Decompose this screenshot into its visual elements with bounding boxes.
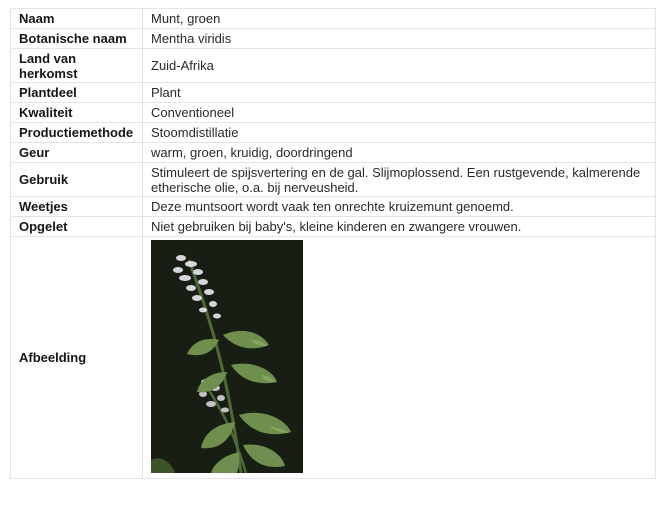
row-land-van-herkomst [11,49,656,83]
image-cell [143,237,656,479]
row-geur [11,143,656,163]
row-label: Botanische naam [11,29,143,49]
mint-plant-photo [151,240,303,473]
row-label: Weetjes [11,197,143,217]
row-value: Mentha viridis [143,29,656,49]
plant-info-table [10,8,656,479]
row-value: Munt, groen [143,9,656,29]
row-label: Geur [11,143,143,163]
row-value: Niet gebruiken bij baby's, kleine kinderen en zwangere vrouwen. [143,217,656,237]
row-value: Zuid-Afrika [143,49,656,83]
row-value: Conventioneel [143,103,656,123]
row-label: Opgelet [11,217,143,237]
row-kwaliteit [11,103,656,123]
row-label: Productiemethode [11,123,143,143]
row-label: Naam [11,9,143,29]
row-botanische-naam [11,29,656,49]
row-value: Stimuleert de spijsvertering en de gal. Slijmoplossend. Een rustgevende, kalmerende etherische olie, o.a. bij nerveusheid. [143,163,656,197]
row-label: Gebruik [11,163,143,197]
row-opgelet [11,217,656,237]
row-weetjes [11,197,656,217]
row-naam [11,9,656,29]
row-value: Plant [143,83,656,103]
row-label: Land van herkomst [11,49,143,83]
row-label: Afbeelding [11,237,143,479]
row-plantdeel [11,83,656,103]
row-value: Stoomdistillatie [143,123,656,143]
row-gebruik [11,163,656,197]
row-value: Deze muntsoort wordt vaak ten onrechte kruizemunt genoemd. [143,197,656,217]
row-value: warm, groen, kruidig, doordringend [143,143,656,163]
row-label: Plantdeel [11,83,143,103]
row-productiemethode [11,123,656,143]
row-label: Kwaliteit [11,103,143,123]
row-afbeelding [11,237,656,479]
